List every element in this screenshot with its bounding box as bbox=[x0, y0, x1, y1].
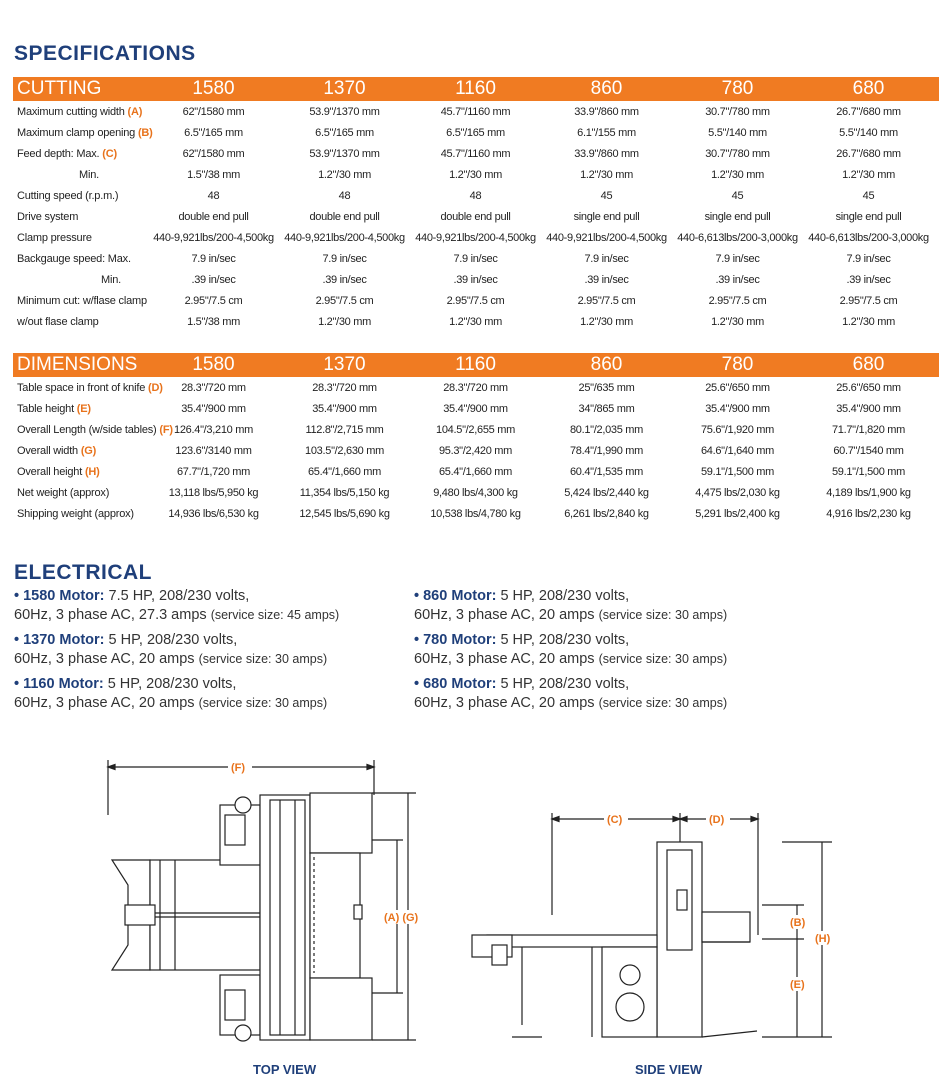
table-cell: 440-9,921lbs/200-4,500kg bbox=[153, 231, 274, 244]
service-size-note: (service size: 30 amps) bbox=[598, 696, 728, 710]
table-cell: 78.4"/1,990 mm bbox=[569, 444, 644, 457]
dimension-ref: (E) bbox=[76, 402, 91, 415]
model-header: 1370 bbox=[323, 354, 366, 375]
table-cell: single end pull bbox=[835, 210, 902, 223]
table-cell: 6,261 lbs/2,840 kg bbox=[564, 507, 649, 520]
model-header: 1580 bbox=[192, 78, 235, 99]
motor-spec-item bbox=[414, 587, 814, 625]
row-label bbox=[13, 445, 148, 457]
dimension-ref: (G) bbox=[80, 444, 97, 457]
row-label bbox=[13, 232, 148, 244]
table-cell: 28.3"/720 mm bbox=[443, 381, 508, 394]
row-label bbox=[13, 253, 148, 265]
row-label bbox=[13, 403, 148, 415]
row-label-text: Minimum cut: w/flase clamp bbox=[17, 294, 147, 307]
table-cell: double end pull bbox=[309, 210, 380, 223]
row-label-text: Table space in front of knife bbox=[17, 381, 146, 394]
table-cell: 25"/635 mm bbox=[578, 381, 635, 394]
motor-spec-line2: 60Hz, 3 phase AC, 20 amps bbox=[14, 651, 195, 667]
row-label-text: Feed depth: Max. bbox=[17, 147, 100, 160]
dimension-ref: (C) bbox=[102, 147, 117, 160]
table-cell: 440-6,613lbs/200-3,000kg bbox=[677, 231, 798, 244]
motor-spec-line1: 5 HP, 208/230 volts, bbox=[107, 676, 237, 692]
row-label bbox=[13, 487, 148, 499]
motor-spec-line1: 5 HP, 208/230 volts, bbox=[500, 632, 630, 648]
row-label-text: Overall height bbox=[17, 465, 83, 478]
service-size-note: (service size: 30 amps) bbox=[598, 652, 728, 666]
dimension-rows bbox=[13, 377, 939, 524]
table-cell: 5,424 lbs/2,440 kg bbox=[564, 486, 649, 499]
model-header: 1160 bbox=[455, 78, 496, 99]
row-label bbox=[13, 508, 148, 520]
motor-spec-line2: 60Hz, 3 phase AC, 27.3 amps bbox=[14, 607, 207, 623]
table-cell: 7.9 in/sec bbox=[715, 252, 760, 265]
row-label bbox=[13, 148, 148, 160]
table-row bbox=[13, 419, 939, 440]
table-cell: 6.5"/165 mm bbox=[315, 126, 374, 139]
row-label bbox=[13, 190, 148, 202]
motor-name: • 1160 Motor: bbox=[14, 676, 104, 692]
table-cell: 26.7"/680 mm bbox=[836, 147, 901, 160]
table-cell: 1.2"/30 mm bbox=[449, 315, 502, 328]
row-label-text: Clamp pressure bbox=[17, 231, 92, 244]
table-cell: 48 bbox=[207, 189, 220, 202]
row-label-text: Backgauge speed: Max. bbox=[17, 252, 131, 265]
table-cell: 45 bbox=[731, 189, 744, 202]
row-label-text: Table height bbox=[17, 402, 74, 415]
dimension-ref: (D) bbox=[147, 381, 163, 394]
table-cell: 9,480 lbs/4,300 kg bbox=[433, 486, 518, 499]
motor-spec-item bbox=[414, 631, 814, 669]
table-cell: 1.2"/30 mm bbox=[711, 315, 764, 328]
table-cell: 1.2"/30 mm bbox=[842, 315, 895, 328]
table-cell: 33.9"/860 mm bbox=[574, 105, 639, 118]
table-cell: 95.3"/2,420 mm bbox=[438, 444, 513, 457]
dimensions-header-label: DIMENSIONS bbox=[17, 354, 138, 375]
table-cell: 7.9 in/sec bbox=[453, 252, 498, 265]
table-cell: 45 bbox=[862, 189, 875, 202]
dimension-ref: (F) bbox=[159, 423, 173, 436]
top-view-label: TOP VIEW bbox=[253, 1062, 317, 1077]
table-row bbox=[13, 398, 939, 419]
electrical-right-column bbox=[414, 587, 814, 719]
table-cell: 62"/1580 mm bbox=[182, 147, 245, 160]
electrical-left-column bbox=[14, 587, 414, 719]
dim-b-label: (B) bbox=[790, 917, 806, 929]
service-size-note: (service size: 30 amps) bbox=[198, 696, 328, 710]
table-cell: 60.7"/1540 mm bbox=[833, 444, 904, 457]
table-cell: 35.4"/900 mm bbox=[312, 402, 377, 415]
table-row bbox=[13, 311, 939, 332]
row-label-text: Net weight (approx) bbox=[17, 486, 110, 499]
motor-spec-line2: 60Hz, 3 phase AC, 20 amps bbox=[414, 651, 595, 667]
table-cell: 45 bbox=[600, 189, 613, 202]
motor-spec-line2: 60Hz, 3 phase AC, 20 amps bbox=[14, 695, 195, 711]
row-label bbox=[13, 211, 148, 223]
table-cell: 12,545 lbs/5,690 kg bbox=[299, 507, 390, 520]
electrical-title: ELECTRICAL bbox=[14, 561, 152, 584]
model-header: 680 bbox=[852, 354, 885, 375]
table-row bbox=[13, 440, 939, 461]
table-cell: 7.9 in/sec bbox=[191, 252, 236, 265]
table-cell: 5.5"/140 mm bbox=[839, 126, 898, 139]
row-label-text: Min. bbox=[101, 273, 121, 286]
table-cell: 62"/1580 mm bbox=[182, 105, 245, 118]
table-cell: 440-9,921lbs/200-4,500kg bbox=[284, 231, 405, 244]
table-cell: .39 in/sec bbox=[191, 273, 236, 286]
table-cell: 7.9 in/sec bbox=[846, 252, 891, 265]
table-cell: 35.4"/900 mm bbox=[443, 402, 508, 415]
table-cell: 6.5"/165 mm bbox=[184, 126, 243, 139]
table-row bbox=[13, 185, 939, 206]
table-row bbox=[13, 377, 939, 398]
motor-spec-line1: 7.5 HP, 208/230 volts, bbox=[108, 588, 250, 604]
table-cell: 14,936 lbs/6,530 kg bbox=[168, 507, 259, 520]
motor-spec-item bbox=[14, 587, 414, 625]
row-label-text: Min. bbox=[79, 168, 99, 181]
row-label-text: Overall Length (w/side tables) bbox=[17, 423, 157, 436]
dimension-ref: (A) bbox=[127, 105, 143, 118]
motor-spec-line1: 5 HP, 208/230 volts, bbox=[500, 588, 630, 604]
dim-ag-label: (A) (G) bbox=[384, 912, 419, 924]
table-cell: 59.1"/1,500 mm bbox=[831, 465, 906, 478]
table-cell: 103.5"/2,630 mm bbox=[305, 444, 384, 457]
table-cell: single end pull bbox=[704, 210, 771, 223]
table-cell: 1.2"/30 mm bbox=[580, 315, 633, 328]
table-cell: 45.7"/1160 mm bbox=[440, 105, 511, 118]
row-label bbox=[13, 169, 148, 181]
table-cell: 25.6"/650 mm bbox=[705, 381, 770, 394]
table-cell: 59.1"/1,500 mm bbox=[700, 465, 775, 478]
model-header: 780 bbox=[721, 354, 754, 375]
table-cell: 126.4"/3,210 mm bbox=[174, 423, 253, 436]
dim-h-label: (H) bbox=[815, 933, 831, 945]
dimension-ref: (B) bbox=[137, 126, 153, 139]
table-cell: 1.2"/30 mm bbox=[318, 168, 371, 181]
table-cell: single end pull bbox=[573, 210, 640, 223]
model-header: 1580 bbox=[192, 354, 235, 375]
table-cell: .39 in/sec bbox=[453, 273, 498, 286]
row-label bbox=[13, 423, 173, 436]
table-cell: 35.4"/900 mm bbox=[836, 402, 901, 415]
table-cell: 53.9"/1370 mm bbox=[309, 147, 380, 160]
row-label-text: Maximum clamp opening bbox=[17, 126, 136, 139]
table-row bbox=[13, 269, 939, 290]
table-cell: 2.95"/7.5 cm bbox=[315, 294, 374, 307]
table-cell: 123.6"/3140 mm bbox=[175, 444, 252, 457]
motor-spec-item bbox=[14, 631, 414, 669]
table-cell: 6.1"/155 mm bbox=[577, 126, 636, 139]
table-cell: 2.95"/7.5 cm bbox=[708, 294, 767, 307]
table-cell: 4,475 lbs/2,030 kg bbox=[695, 486, 780, 499]
model-header: 780 bbox=[721, 78, 754, 99]
model-header: 860 bbox=[590, 354, 623, 375]
table-cell: 53.9"/1370 mm bbox=[309, 105, 380, 118]
motor-name: • 1580 Motor: bbox=[14, 588, 105, 604]
table-cell: 2.95"/7.5 cm bbox=[839, 294, 898, 307]
row-label bbox=[13, 126, 153, 139]
row-label-text: w/out flase clamp bbox=[17, 315, 99, 328]
table-row bbox=[13, 248, 939, 269]
motor-spec-line1: 5 HP, 208/230 volts, bbox=[108, 632, 238, 648]
table-cell: 10,538 lbs/4,780 kg bbox=[430, 507, 521, 520]
table-cell: 28.3"/720 mm bbox=[181, 381, 246, 394]
table-cell: 4,189 lbs/1,900 kg bbox=[826, 486, 911, 499]
model-header: 860 bbox=[590, 78, 623, 99]
cutting-rows bbox=[13, 101, 939, 332]
motor-spec-line2: 60Hz, 3 phase AC, 20 amps bbox=[414, 695, 595, 711]
row-label-text: Cutting speed (r.p.m.) bbox=[17, 189, 119, 202]
side-view-diagram bbox=[462, 805, 842, 1045]
side-view-label: SIDE VIEW bbox=[635, 1062, 703, 1077]
table-cell: 64.6"/1,640 mm bbox=[700, 444, 775, 457]
table-cell: 2.95"/7.5 cm bbox=[184, 294, 243, 307]
dim-d-label: (D) bbox=[709, 814, 725, 826]
table-cell: 48 bbox=[469, 189, 482, 202]
table-cell: 67.7"/1,720 mm bbox=[176, 465, 251, 478]
table-cell: 1.5"/38 mm bbox=[187, 168, 240, 181]
cutting-header-row bbox=[13, 77, 939, 101]
table-cell: 80.1"/2,035 mm bbox=[569, 423, 644, 436]
table-cell: 30.7"/780 mm bbox=[705, 105, 770, 118]
table-cell: 11,354 lbs/5,150 kg bbox=[299, 486, 390, 499]
table-row bbox=[13, 227, 939, 248]
table-cell: 112.8"/2,715 mm bbox=[305, 423, 384, 436]
table-cell: 5.5"/140 mm bbox=[708, 126, 767, 139]
table-cell: 35.4"/900 mm bbox=[705, 402, 770, 415]
dim-f-label: (F) bbox=[231, 762, 246, 774]
motor-name: • 680 Motor: bbox=[414, 676, 497, 692]
model-header: 680 bbox=[852, 78, 885, 99]
table-cell: 7.9 in/sec bbox=[322, 252, 367, 265]
cutting-table bbox=[13, 77, 939, 332]
table-row bbox=[13, 503, 939, 524]
service-size-note: (service size: 45 amps) bbox=[210, 608, 340, 622]
table-cell: 1.2"/30 mm bbox=[580, 168, 633, 181]
table-cell: 48 bbox=[338, 189, 351, 202]
table-cell: 2.95"/7.5 cm bbox=[446, 294, 505, 307]
row-label bbox=[13, 466, 148, 478]
table-cell: 1.2"/30 mm bbox=[318, 315, 371, 328]
dimensions-table bbox=[13, 353, 939, 524]
service-size-note: (service size: 30 amps) bbox=[598, 608, 728, 622]
motor-name: • 1370 Motor: bbox=[14, 632, 105, 648]
table-cell: .39 in/sec bbox=[584, 273, 629, 286]
table-cell: 75.6"/1,920 mm bbox=[700, 423, 775, 436]
table-row bbox=[13, 290, 939, 311]
row-label bbox=[13, 274, 148, 286]
table-cell: 2.95"/7.5 cm bbox=[577, 294, 636, 307]
dim-c-label: (C) bbox=[607, 814, 623, 826]
table-cell: 65.4"/1,660 mm bbox=[438, 465, 513, 478]
table-cell: 34"/865 mm bbox=[578, 402, 635, 415]
motor-spec-line2: 60Hz, 3 phase AC, 20 amps bbox=[414, 607, 595, 623]
table-cell: double end pull bbox=[440, 210, 511, 223]
row-label bbox=[13, 106, 148, 118]
dimensions-header-row bbox=[13, 353, 939, 377]
motor-name: • 780 Motor: bbox=[414, 632, 497, 648]
table-row bbox=[13, 143, 939, 164]
table-cell: 30.7"/780 mm bbox=[705, 147, 770, 160]
table-cell: 13,118 lbs/5,950 kg bbox=[168, 486, 259, 499]
table-row bbox=[13, 164, 939, 185]
table-cell: 33.9"/860 mm bbox=[574, 147, 639, 160]
table-cell: 28.3"/720 mm bbox=[312, 381, 377, 394]
table-cell: 4,916 lbs/2,230 kg bbox=[826, 507, 911, 520]
row-label bbox=[13, 381, 163, 394]
table-cell: 104.5"/2,655 mm bbox=[436, 423, 515, 436]
table-cell: 1.5"/38 mm bbox=[187, 315, 240, 328]
table-cell: .39 in/sec bbox=[322, 273, 367, 286]
table-cell: 65.4"/1,660 mm bbox=[307, 465, 382, 478]
table-cell: .39 in/sec bbox=[715, 273, 760, 286]
motor-spec-item bbox=[14, 675, 414, 713]
table-cell: 440-9,921lbs/200-4,500kg bbox=[415, 231, 536, 244]
table-row bbox=[13, 122, 939, 143]
table-cell: 5,291 lbs/2,400 kg bbox=[695, 507, 780, 520]
model-header: 1160 bbox=[455, 354, 496, 375]
model-header: 1370 bbox=[323, 78, 366, 99]
row-label-text: Maximum cutting width bbox=[17, 105, 125, 118]
cutting-header-label: CUTTING bbox=[17, 78, 102, 99]
table-cell: 35.4"/900 mm bbox=[181, 402, 246, 415]
motor-spec-line1: 5 HP, 208/230 volts, bbox=[500, 676, 630, 692]
table-cell: 7.9 in/sec bbox=[584, 252, 629, 265]
motor-spec-item bbox=[414, 675, 814, 713]
table-cell: 71.7"/1,820 mm bbox=[831, 423, 906, 436]
row-label bbox=[13, 295, 148, 307]
dimension-ref: (H) bbox=[84, 465, 100, 478]
table-cell: 1.2"/30 mm bbox=[842, 168, 895, 181]
table-cell: 6.5"/165 mm bbox=[446, 126, 505, 139]
table-cell: .39 in/sec bbox=[846, 273, 891, 286]
row-label-text: Overall width bbox=[17, 444, 78, 457]
table-cell: 1.2"/30 mm bbox=[449, 168, 502, 181]
table-row bbox=[13, 482, 939, 503]
top-view-diagram bbox=[100, 755, 440, 1045]
table-cell: 60.4"/1,535 mm bbox=[569, 465, 644, 478]
table-row bbox=[13, 206, 939, 227]
table-cell: 1.2"/30 mm bbox=[711, 168, 764, 181]
table-cell: 440-6,613lbs/200-3,000kg bbox=[808, 231, 929, 244]
table-cell: 440-9,921lbs/200-4,500kg bbox=[546, 231, 667, 244]
table-row bbox=[13, 101, 939, 122]
table-cell: 26.7"/680 mm bbox=[836, 105, 901, 118]
row-label bbox=[13, 316, 148, 328]
dim-e-label: (E) bbox=[790, 979, 805, 991]
table-cell: 25.6"/650 mm bbox=[836, 381, 901, 394]
motor-name: • 860 Motor: bbox=[414, 588, 497, 604]
table-cell: double end pull bbox=[178, 210, 249, 223]
row-label-text: Shipping weight (approx) bbox=[17, 507, 134, 520]
row-label-text: Drive system bbox=[17, 210, 79, 223]
table-row bbox=[13, 461, 939, 482]
table-cell: 45.7"/1160 mm bbox=[440, 147, 511, 160]
specifications-title: SPECIFICATIONS bbox=[14, 42, 196, 65]
service-size-note: (service size: 30 amps) bbox=[198, 652, 328, 666]
